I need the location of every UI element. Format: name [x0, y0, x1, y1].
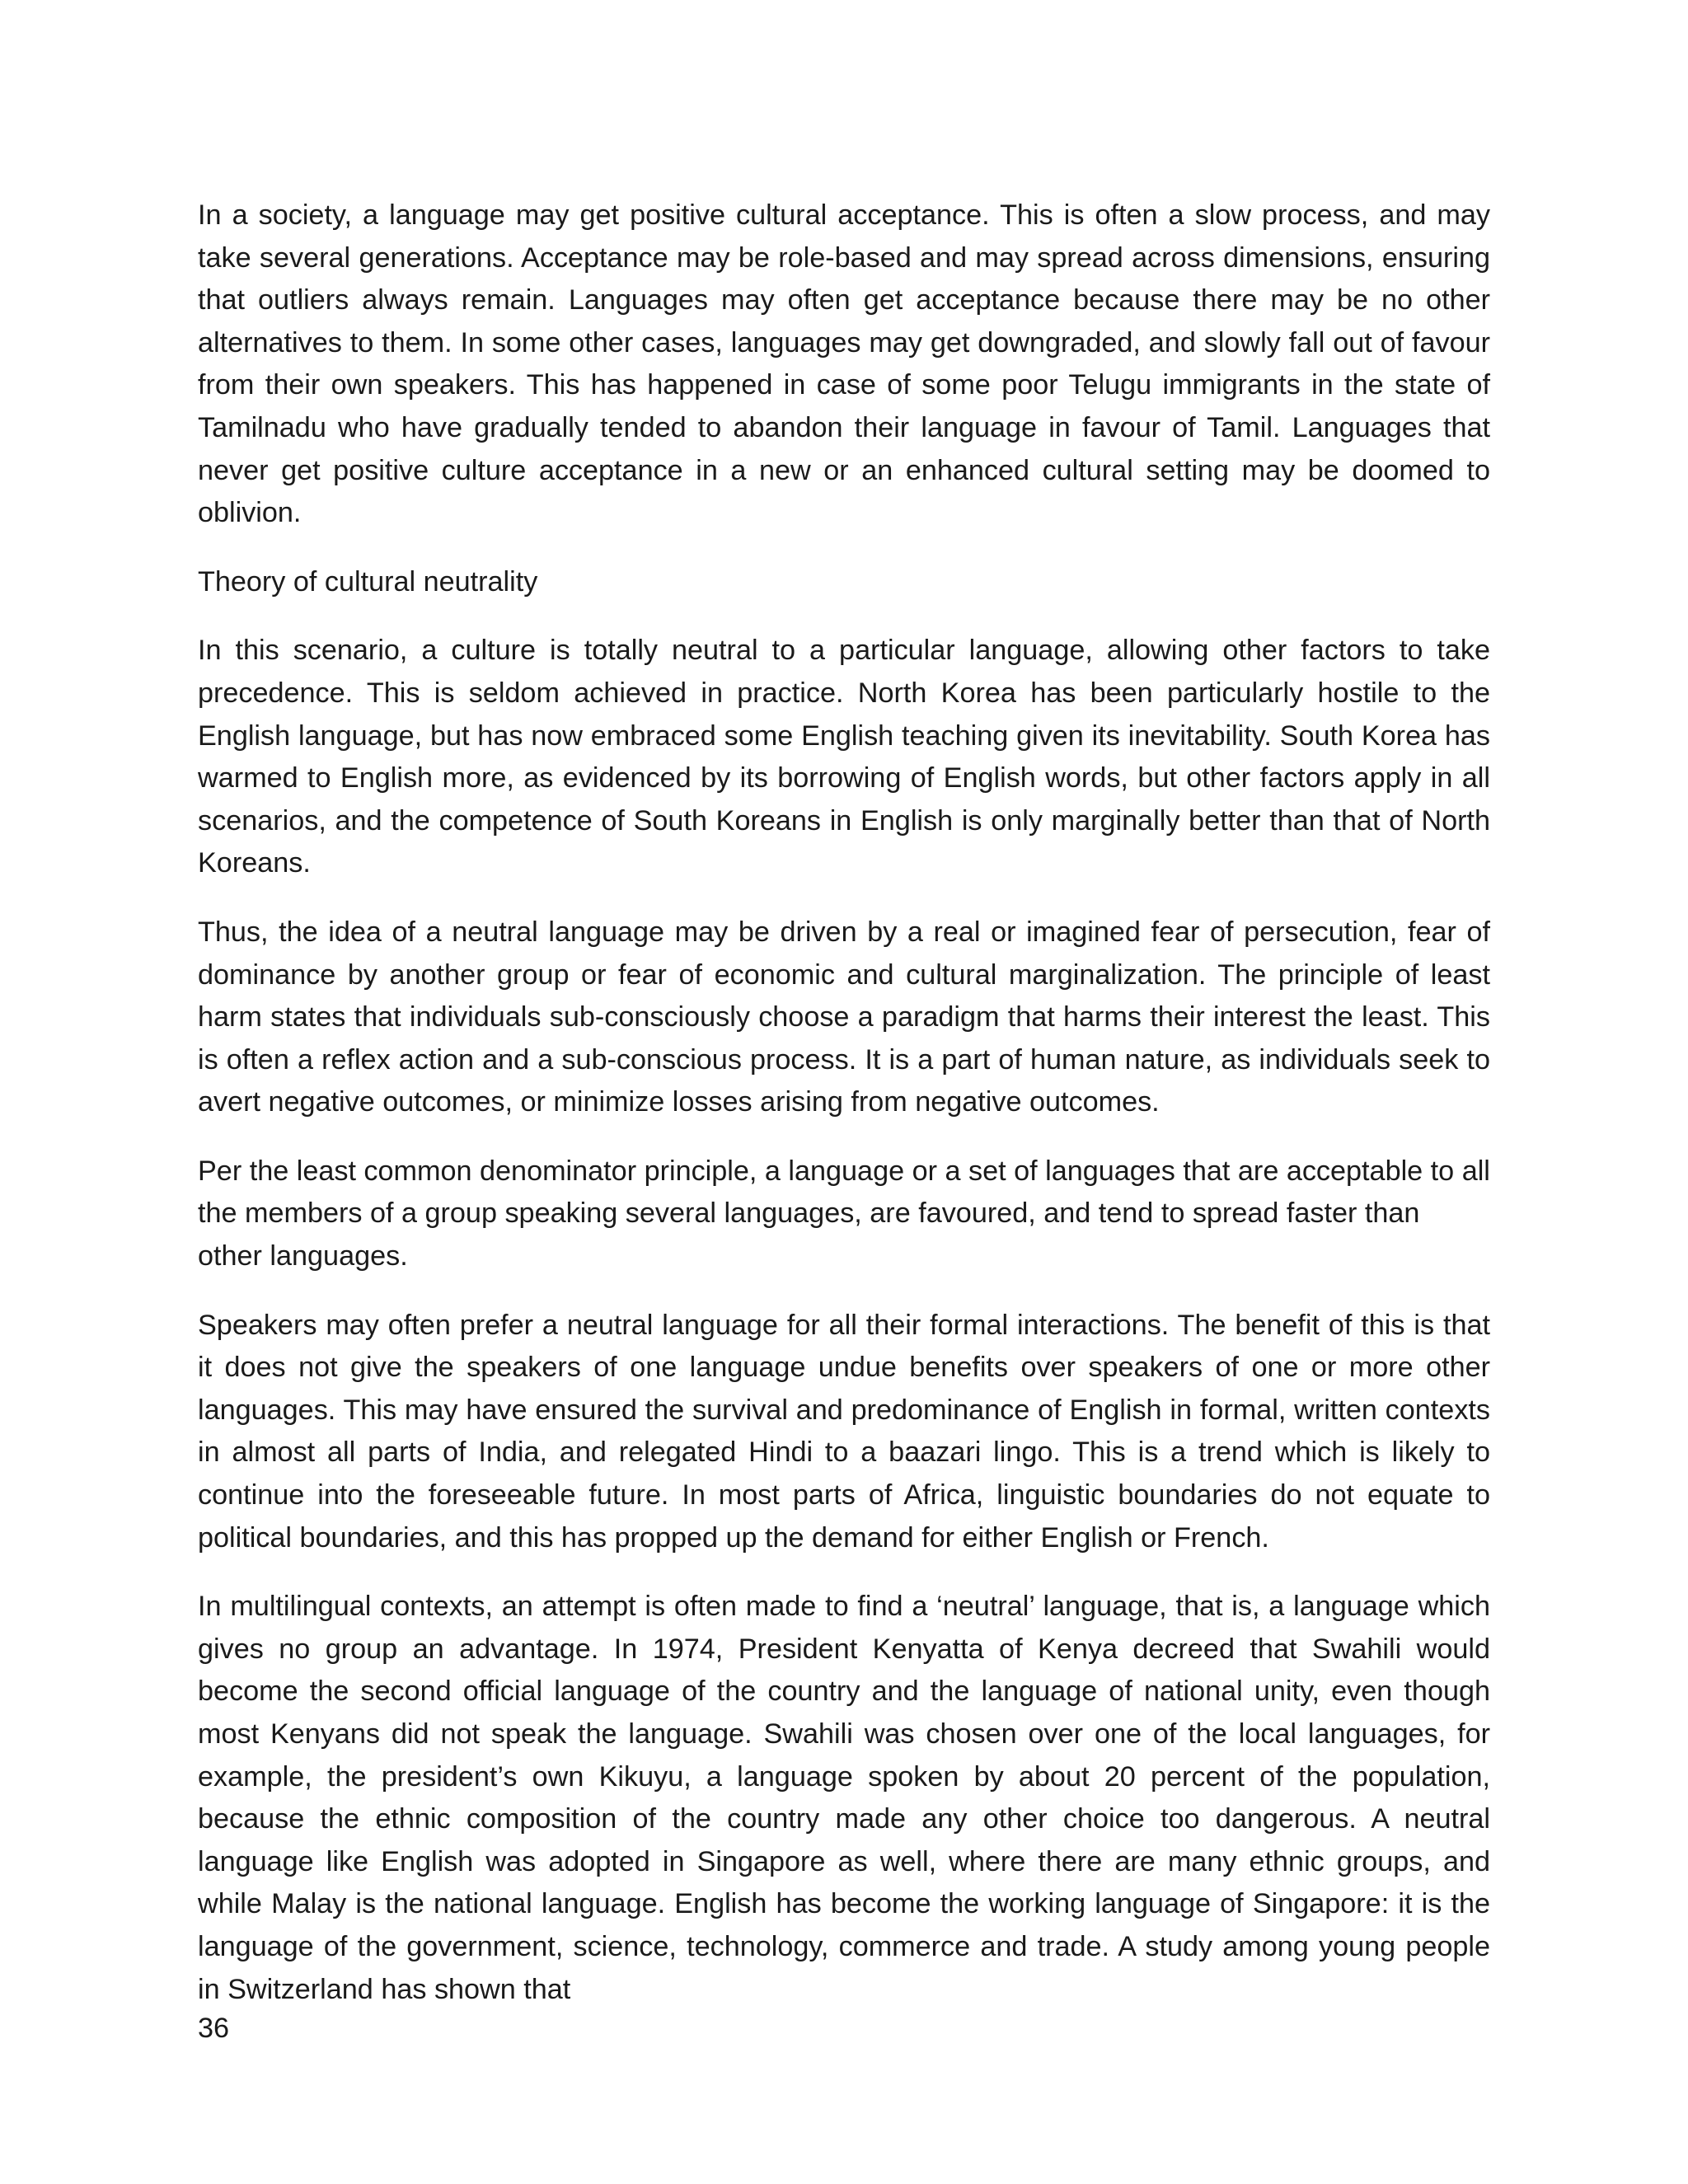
- paragraph-multilingual-contexts: In multilingual contexts, an attempt is often made to find a ‘neutral’ language, that is, a language which gives no group an advantage. In 1974, President Kenyatta of Kenya decreed that Swahili would become the second official language of the country and the language of national unity, even though most Kenyans did not speak the language. Swahili was chosen over one of the local languages, for example, the president’s own Kikuyu, a language spoken by about 20 percent of the population, because the ethnic composition of the country made any other choice too dangerous. A neutral language like English was adopted in Singapore as well, where there are many ethnic groups, and while Malay is the national language. English has become the working language of Singapore: it is the language of the government, science, technology, commerce and trade. A study among young people in Switzerland has shown that: [198, 1591, 1490, 2005]
- page-number: 36: [198, 2013, 230, 2044]
- paragraph-least-common-denominator: Per the least common denominator principle, a language or a set of languages that are acceptable to all the members of a group speaking several languages, are favoured, and tend to spread faster than other languages.: [198, 1155, 1490, 1272]
- paragraph-formal-interactions: Speakers may often prefer a neutral language for all their formal interactions. The benefit of this is that it does not give the speakers of one language undue benefits over speakers of one or more other languages. This may have ensured the survival and predominance of English in formal, written contexts in almost all parts of India, and relegated Hindi to a baazari lingo. This is a trend which is likely to continue into the foreseeable future. In most parts of Africa, linguistic boundaries do not equate to political boundaries, and this has propped up the demand for either English or French.: [198, 1309, 1490, 1554]
- paragraph-neutral-scenario: In this scenario, a culture is totally neutral to a particular language, allowing other factors to take precedence. This is seldom achieved in practice. North Korea has been particularly hostile to the English language, but has now embraced some English teaching given its inevitability. South Korea has warmed to English more, as evidenced by its borrowing of English words, but other factors apply in all scenarios, and the competence of South Koreans in English is only marginally better than that of North Koreans.: [198, 635, 1490, 879]
- paragraph-cultural-acceptance: In a society, a language may get positive cultural acceptance. This is often a slow process, and may take several generations. Acceptance may be role-based and may spread across dimensions, ensuring that outliers always remain. Languages may often get acceptance because there may be no other alternatives to them. In some other cases, languages may get downgraded, and slowly fall out of favour from their own speakers. This has happened in case of some poor Telugu immigrants in the state of Tamilnadu who have gradually tended to abandon their language in favour of Tamil. Languages that never get positive culture acceptance in a new or an enhanced cultural setting may be doomed to oblivion.: [198, 199, 1490, 529]
- paragraph-least-harm: Thus, the idea of a neutral language may be driven by a real or imagined fear of persecution, fear of dominance by another group or fear of economic and cultural marginalization. The principle of least harm states that individuals sub-consciously choose a paradigm that harms their interest the least. This is often a reflex action and a sub-conscious process. It is a part of human nature, as individuals seek to avert negative outcomes, or minimize losses arising from negative outcomes.: [198, 916, 1490, 1118]
- section-heading: Theory of cultural neutrality: [198, 565, 538, 598]
- document-page: [198, 194, 1490, 2037]
